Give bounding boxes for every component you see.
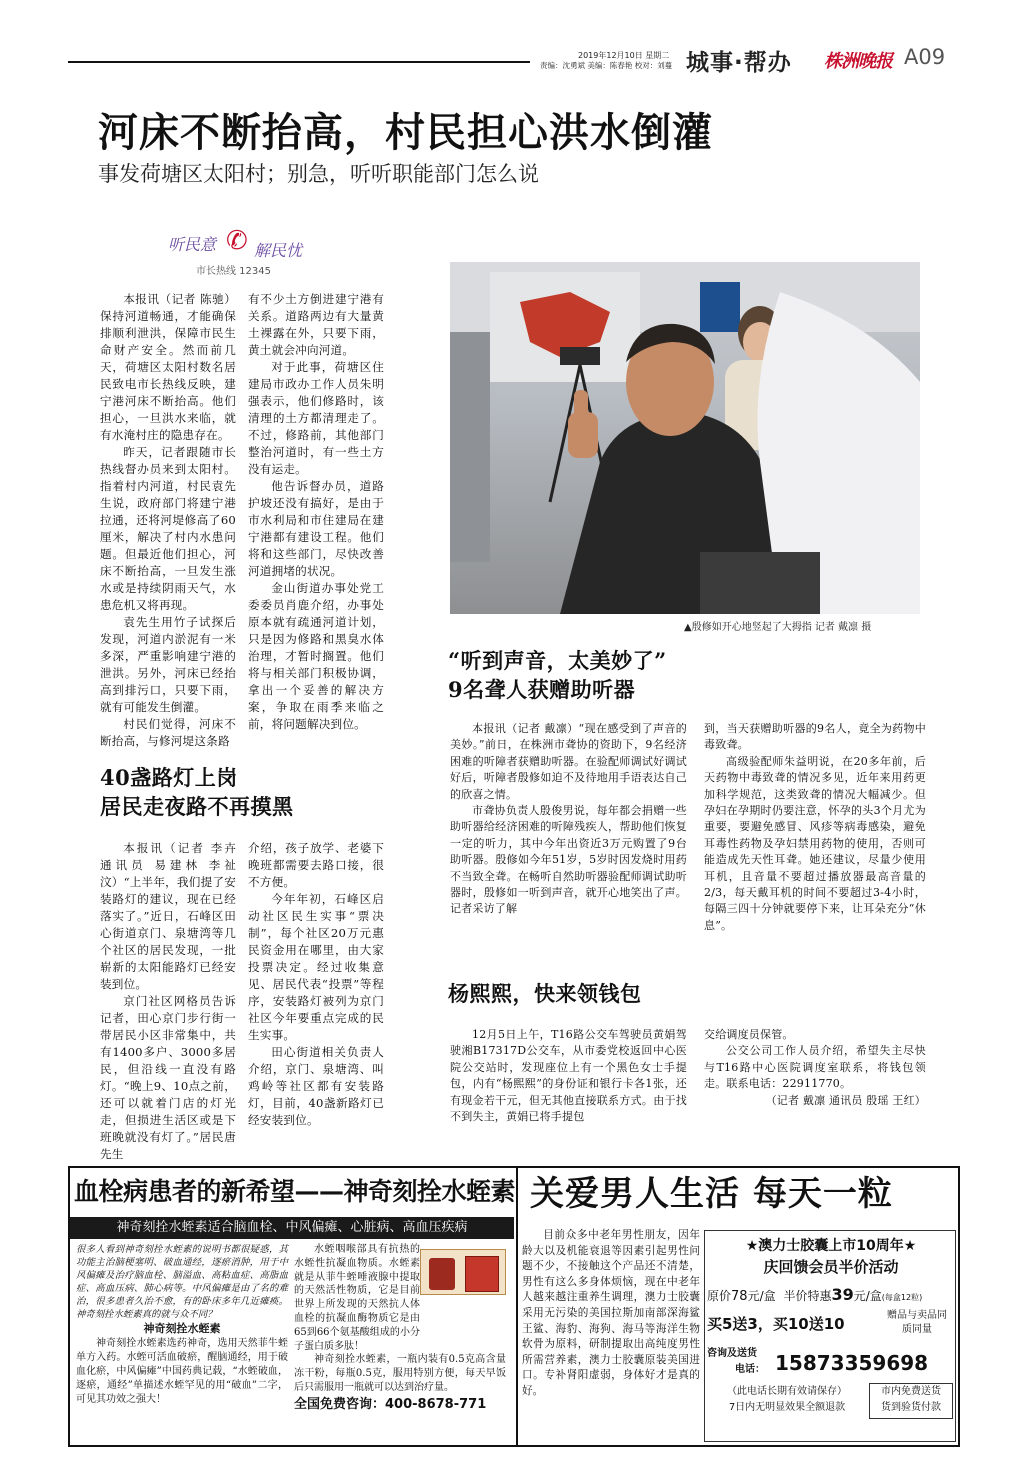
paragraph: 到，当天获赠助听器的9名人，竟全为药物中毒致聋。 xyxy=(704,722,926,752)
paragraph: 对于此事，荷塘区住建局市政办工作人员朱明强表示，他们修路时，该清理的土方都清理走了。不过，修路前，其他部门整治河道时，有一些土方没有运走。 xyxy=(248,360,384,476)
hearing-col1 xyxy=(450,721,687,918)
price-orig-label: 原价 xyxy=(707,1289,732,1303)
paragraph: 他告诉督办员，道路护坡还没有搞好，是由于市水利局和市住建局在建宁港都有建设工程。他们将和这些部门，尽快改善河道拥堵的状况。 xyxy=(248,479,384,578)
delivery-box xyxy=(869,1383,953,1419)
offer-line: 买5送3，买10送10 xyxy=(707,1315,845,1333)
main-story-col1 xyxy=(100,291,236,750)
lights-col2 xyxy=(248,840,384,1129)
paragraph: 交给调度员保管。 xyxy=(704,1028,794,1041)
main-story-col2 xyxy=(248,291,384,733)
ad-left-dosage: 神奇刻拴水蛭素，一瓶内装有0.5克高含量冻干粉，每瓶0.5克，服用特别方便，每天早饭后只需服用一瓶就可以达到治疗量。 xyxy=(294,1354,506,1393)
ad-left-body: 神奇刻拴水蛭素选药神奇，选用天然菲牛蛭单方入药。水蛭可活血破瘀，醒脑通经，用于破血化瘀，中风偏瘫”中国药典记载，“水蛭破血，逐瘀，通经”单描述水蛭罕见的用“破血”二字，可见其功效之强大！ xyxy=(76,1338,288,1405)
promo-line-1: ★澳力士胶囊上市10周年★ xyxy=(745,1238,917,1254)
photo-illustration xyxy=(450,262,920,614)
ad-divider xyxy=(516,1168,518,1445)
paragraph: 村民们觉得，河床不断抬高，与修河堤这条路 xyxy=(100,717,236,748)
phone-number[interactable]: 15873359698 xyxy=(775,1351,929,1375)
paragraph: 本报讯（记者 陈驰）保持河道畅通，才能确保排顺利泄洪，保障市民生命财产安全。然而前几天，荷塘区太阳村数名居民致电市长热线反映，建宁港河床不断抬高。他们担心，一旦洪水来临，就有水淹村庄的隐患存在。 xyxy=(100,292,236,442)
page-number: A09 xyxy=(904,45,946,69)
ad-left-col1 xyxy=(76,1243,288,1407)
paragraph: 京门社区网格员告诉记者，田心京门步行街一带居民小区非常集中，共有1400多户、3000多居民，但沿线一直没有路灯。“晚上9、10点之前，还可以就着门店的灯光走，但损进生活区或是下班晚就没有灯了。”居民唐先生 xyxy=(100,994,236,1161)
lights-headline-1: 40盏路灯上岗 xyxy=(100,765,238,790)
delivery-line-2: 货到验货付款 xyxy=(881,1402,941,1413)
price-orig: 78 xyxy=(731,1289,748,1304)
ad-right-body xyxy=(522,1228,700,1400)
paragraph: 12月5日上午，T16路公交车驾驶员黄娟驾驶湘B17317D公交车，从市委党校返回中心医院公交站时，发现座位上有一个黑色女士手提包，内有“杨熙熙”的身份证和银行卡各1张，还有现金若干元，但无其他直接联系方式。由于找不到失主，黄娟已将手提包 xyxy=(450,1028,687,1124)
wallet-headline: 杨熙熙，快来领钱包 xyxy=(448,981,642,1006)
phone-note: （此电话长期有效请保存） xyxy=(727,1386,847,1397)
paragraph: 公交公司工作人员介绍，希望失主尽快与T16路中心医院调度室联系，将钱包领走。联系电话：22911770。 xyxy=(704,1044,926,1091)
paragraph: 袁先生用竹子试探后发现，河道内淤泥有一米多深，严重影响建宁港的泄洪。另外，河床已经抬高到排污口，只要下雨，就有可能发生倒灌。 xyxy=(100,615,236,714)
section-name: 城事·帮办 xyxy=(686,50,792,76)
byline: （记者 戴凛 通讯员 殷瑶 王红） xyxy=(765,1093,926,1107)
ad-left-intro: 很多人看到神奇刻拴水蛭素的说明书都很疑惑，其功能主治脑梗塞明、破血通经，逐瘀消肿，用于中风偏瘫及治疗脑血栓、脑溢血、高粘血症、高脂血症、高血压病、肺心病等。中风偏瘫是由了名的难治，很多患者久治不愈，有的卧床多年几近瘫痪。神奇刻拴水蛭素真的就与众不同？ xyxy=(76,1244,288,1320)
hearing-headline-1: “听到声音，太美妙了” xyxy=(448,648,667,673)
paragraph: 田心街道相关负责人介绍，京门、泉塘湾、叫鸡岭等社区都有安装路灯，目前，40盏新路灯已经安装到位。 xyxy=(248,1045,384,1127)
column-logo-sub: 市长热线 12345 xyxy=(196,266,271,277)
news-photo xyxy=(450,262,920,614)
ad-right-title: 关爱男人生活 每天一粒 xyxy=(530,1174,893,1214)
column-logo-a: 听民意 xyxy=(168,235,217,254)
main-headline: 河床不断抬高，村民担心洪水倒灌 xyxy=(98,110,713,156)
price-row xyxy=(707,1285,957,1308)
date-line: 2019年12月10日 星期二 xyxy=(578,51,670,60)
paragraph: 介绍，孩子放学、老婆下晚班都需要去路口接，很不方便。 xyxy=(248,841,384,889)
wallet-col1 xyxy=(450,1027,687,1125)
ad-left-hotline[interactable]: 全国免费咨询：400-8678-771 xyxy=(294,1396,487,1412)
phone-handset-icon: ✆ xyxy=(226,226,248,256)
ad-left-col2 xyxy=(294,1243,506,1415)
guarantee: 7日内无明显效果全额退款 xyxy=(728,1402,846,1413)
ad-left-body-2: 水蛭咽喉部具有抗热的水蛭性抗凝血物质。水蛭素就是从菲牛蛭唾液腺中提取的天然活性物质，它是目前世界上所发现的天然抗人体血栓的抗凝血酶物质它是由65到66个氨基酸组成的小分子蛋白质多肽！ xyxy=(294,1244,420,1352)
delivery-line-1: 市内免费送货 xyxy=(881,1386,941,1397)
price-note: (每盒12粒) xyxy=(881,1293,923,1302)
lights-headline-2: 居民走夜路不再摸黑 xyxy=(100,794,294,819)
ad-right-text: 目前众多中老年男性朋友，因年龄大以及机能衰退等因素引起男性问题不少，不接触这个产品还不清楚，男性有这么多身体烦恼，现在中老年人越来越注重养生调理，澳力士胶囊采用无污染的美国拉斯加南部深海鲨王鲨、海豹、海狗、海马等海洋生物软骨为原料，研制提取出高纯度男性所需营养素，澳力士胶囊原装美国进口。专补肾阳虚弱，身体好才是真的好。 xyxy=(522,1229,700,1397)
ad-left-tagline: 神奇刻拴水蛭素适合脑血栓、中风偏瘫、心脏病、高血压疾病 xyxy=(70,1217,514,1239)
paragraph: 本报讯（记者 李卉 通讯员 易建林 李祉汶）“上半年，我们提了安装路灯的建议，现在已经落实了。”近日，石峰区田心街道京门、泉塘湾等几个社区的居民发现，一批崭新的太阳能路灯已经安装到位。 xyxy=(100,841,236,991)
column-logo-b: 解民忧 xyxy=(254,241,303,260)
paragraph: 金山街道办事处党工委委员肖鹿介绍，办事处原本就有疏通河道计划，只是因为修路和黑臭水体治理，才暂时搁置。他们将与相关部门积极协调，拿出一个妥善的解决方案，争取在雨季来临之前，将问题解决到位。 xyxy=(248,581,384,731)
price-unit2: 元/盒 xyxy=(853,1289,882,1303)
promo-line-2: 庆回馈会员半价活动 xyxy=(763,1258,899,1276)
price-unit: 元/盒 xyxy=(747,1289,776,1303)
header-rule-left xyxy=(68,61,530,63)
ad-left-title: 血栓病患者的新希望——神奇刻拴水蛭素 xyxy=(74,1177,516,1206)
hearing-col2 xyxy=(704,721,926,934)
hearing-headline-2: 9名聋人获赠助听器 xyxy=(448,677,636,702)
paragraph: 今年年初，石峰区启动社区民生实事“票决制”，每个社区20万元惠民资金用在哪里，由大家投票决定。经过收集意见、居民代表“投票”等程序，安装路灯被列为京门社区今年要重点完成的民生实事。 xyxy=(248,892,384,1042)
main-subhead: 事发荷塘区太阳村；别急，听听职能部门怎么说 xyxy=(98,162,539,186)
photo-caption: ▲殷修如开心地竖起了大拇指 记者 戴凛 摄 xyxy=(684,622,872,633)
price-half-label: 半价特惠 xyxy=(783,1289,832,1303)
phone-label-2: 电话： xyxy=(735,1364,765,1375)
paragraph: 本报讯（记者 戴凛）“现在感受到了声音的美妙。”前日，在株洲市聋协的资助下，9名经济困难的听障者获赠助听器。在验配师调试好调试好后，听障者殷修如迫不及待地用手语表达自己的欣喜之情。 xyxy=(450,722,687,801)
offer-note: 赠品与卖品同质同量 xyxy=(887,1310,947,1335)
paper-logo: 株洲晚报 xyxy=(824,51,892,72)
editor-line: 责编：沈勇斌 美编：陈春艳 校对：刘蔓 xyxy=(540,61,673,70)
lights-col1 xyxy=(100,840,236,1163)
paragraph: 高级验配师朱益明说，在20多年前，后天药物中毒致聋的情况多见，近年来用药更加科学规范，这类致聋的情况大幅减少。但孕妇在孕期时仍要注意，怀孕的头3个月尤为重要，要避免感冒、风疹等病毒感染，避免耳毒性药物及孕妇禁用药物的使用，否则可能造成先天性耳聋。她还建议，尽量少使用耳机，且音量不要超过播放器最高音量的2/3，每天戴耳机的时间不要超过3-4小时，每隔三四十分钟就要停下来，让耳朵充分“休息”。 xyxy=(704,754,926,932)
column-logo xyxy=(164,226,324,278)
price-half: 39 xyxy=(831,1285,854,1304)
wallet-col2 xyxy=(704,1027,926,1109)
promo-box xyxy=(704,1230,956,1442)
paragraph: 市聋协负责人殷俊男说，每年都会捐赠一些助听器给经济困难的听障残疾人，帮助他们恢复一定的听力，其中今年出资近3万元购置了9台助听器。殷修如今年51岁，5岁时因发烧时用药不当致全聋。在畅听自然助听器验配师调试助听器时，殷修如一听到声音，就开心地笑出了声。记者采访了解 xyxy=(450,804,687,916)
paragraph: 昨天，记者跟随市长热线督办员来到太阳村。指着村内河道，村民袁先生说，政府部门将建宁港拉通，还将河堤修高了60厘米，解决了村内水患问题。但最近他们担心，河床不断抬高，一旦发生涨水或是持续阴雨天气，水患危机又将再现。 xyxy=(100,445,236,612)
phone-label-1: 咨询及送货 xyxy=(707,1348,757,1359)
paragraph: 有不少土方倒进建宁港有关系。道路两边有大量黄土裸露在外，只要下雨，黄土就会冲向河道。 xyxy=(248,292,384,357)
ad-left-subhead: 神奇刻拴水蛭素 xyxy=(143,1322,221,1335)
